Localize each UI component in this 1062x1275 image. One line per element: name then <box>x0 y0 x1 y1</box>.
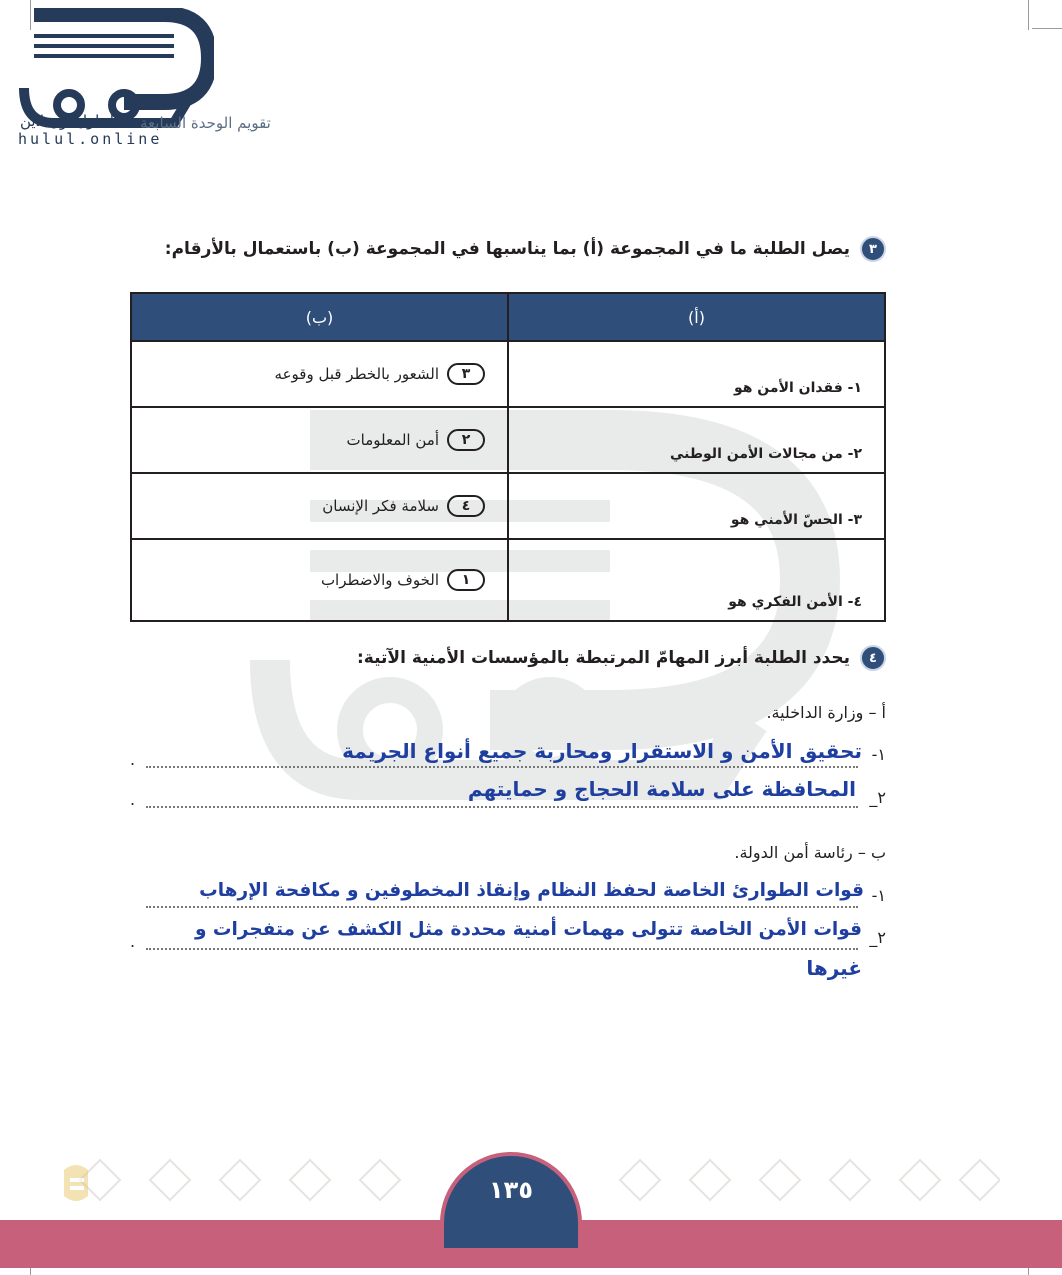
logo-latin-text: hulul.online <box>18 130 163 148</box>
table-row <box>131 341 885 407</box>
table-row <box>131 407 885 473</box>
page-number: ١٣٥ <box>489 1176 533 1204</box>
item-label: ١- <box>871 886 886 905</box>
group-b-item <box>131 473 508 539</box>
match-number-pill: ٣ <box>447 363 485 385</box>
group-a-item: ١- فقدان الأمن هو <box>508 341 885 407</box>
decorative-emblem-icon <box>58 1160 94 1206</box>
section-a-title: أ – وزارة الداخلية. <box>766 703 886 722</box>
group-a-item: ٤- الأمن الفكري هو <box>508 539 885 621</box>
crop-mark <box>1032 28 1062 29</box>
item-label: ٢_ <box>869 788 886 807</box>
question-number-badge: ٤ <box>860 645 886 671</box>
table-row <box>131 473 885 539</box>
question-3-prompt: يصل الطلبة ما في المجموعة (أ) بما يناسبها في المجموعة (ب) باستعمال بالأرقام: <box>164 239 850 259</box>
column-a-header: (أ) <box>508 293 885 341</box>
logo-arabic-text: الحلول اون لاين <box>20 112 119 130</box>
decorative-pattern <box>600 1145 1000 1215</box>
answer-line <box>146 806 858 808</box>
line-end: . <box>130 750 136 769</box>
group-b-item <box>131 539 508 621</box>
answer-text: المحافظة على سلامة الحجاج و حمايتهم <box>467 777 856 801</box>
column-b-header: (ب) <box>131 293 508 341</box>
unit-title: تقويم الوحدة السابعة <box>140 114 271 132</box>
answer-text: قوات الأمن الخاصة تتولى مهمات أمنية محددة مثل الكشف عن متفجرات و <box>194 919 862 940</box>
group-b-item <box>131 341 508 407</box>
question-4-prompt: يحدد الطلبة أبرز المهامّ المرتبطة بالمؤسسات الأمنية الآتية: <box>357 648 850 668</box>
group-a-item: ٣- الحسّ الأمني هو <box>508 473 885 539</box>
match-number-pill: ٤ <box>447 495 485 517</box>
match-number-pill: ٢ <box>447 429 485 451</box>
crop-mark <box>1028 0 1029 30</box>
group-b-text: أمن المعلومات <box>346 431 439 449</box>
group-b-text: الشعور بالخطر قبل وقوعه <box>274 365 439 383</box>
answer-line <box>146 948 858 950</box>
group-b-text: الخوف والاضطراب <box>320 571 439 589</box>
answer-text-continued: غيرها <box>806 956 862 980</box>
question-3-heading <box>165 236 886 262</box>
item-label: ٢_ <box>869 928 886 947</box>
group-b-text: سلامة فكر الإنسان <box>322 497 439 515</box>
matching-table <box>130 292 886 622</box>
answer-line <box>146 906 858 908</box>
decorative-pattern <box>60 1145 440 1215</box>
answer-text: قوات الطوارئ الخاصة لحفظ النظام وإنقاذ المخطوفين و مكافحة الإرهاب <box>199 880 864 901</box>
line-end: . <box>130 932 136 951</box>
group-b-item <box>131 407 508 473</box>
match-number-pill: ١ <box>447 569 485 591</box>
section-b-title: ب – رئاسة أمن الدولة. <box>734 843 886 862</box>
answer-line <box>146 766 858 768</box>
answer-text: تحقيق الأمن و الاستقرار ومحاربة جميع أنواع الجريمة <box>342 739 862 763</box>
item-label: ١- <box>871 745 886 764</box>
table-row <box>131 539 885 621</box>
line-end: . <box>130 790 136 809</box>
question-4-heading <box>357 645 886 671</box>
question-number-badge: ٣ <box>860 236 886 262</box>
group-a-item: ٢- من مجالات الأمن الوطني <box>508 407 885 473</box>
